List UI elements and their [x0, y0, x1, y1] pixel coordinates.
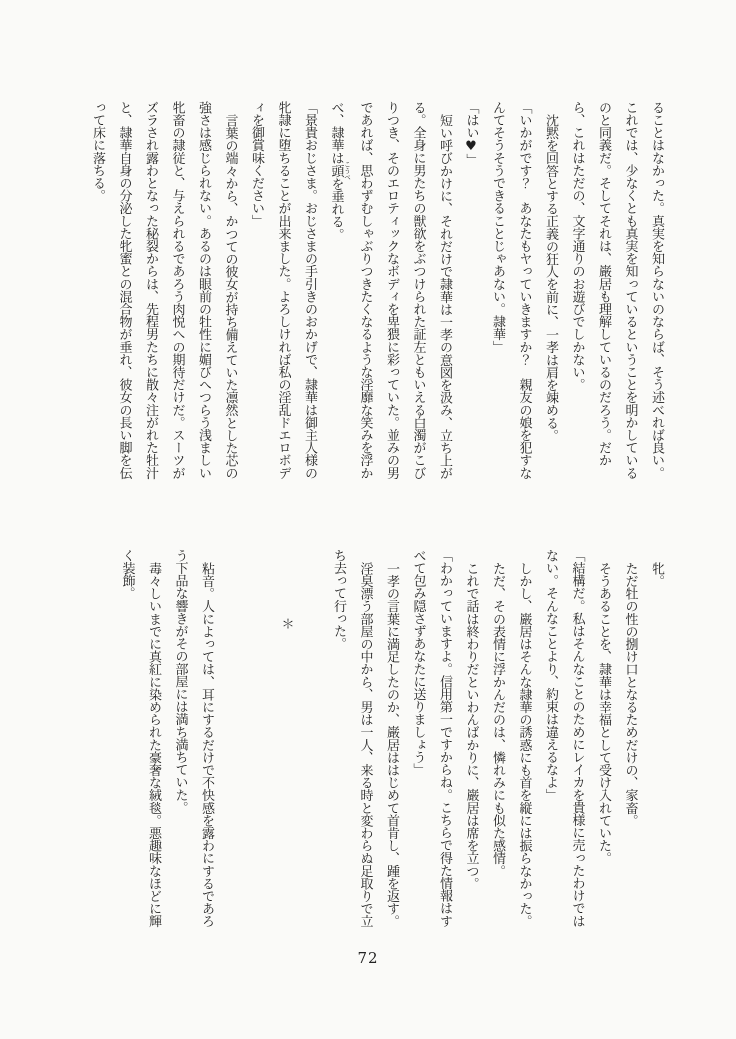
- text-block-bottom: [113, 549, 669, 941]
- text-line: べ、隷華は頭 こうべを垂れる。: [328, 101, 351, 241]
- text-line: そうあることを、隷華は幸福として受け入れていた。: [596, 562, 611, 865]
- text-line: のと同義だ。そしてそれは、巌居も理解しているのだろう。だか: [596, 101, 611, 467]
- text-line: ィを御賞味ください」: [249, 101, 264, 228]
- text-line: ら、これはただの、文字通りのお遊びでしかない。: [569, 101, 585, 391]
- text-line: 言葉の端々から、かつての彼女が持ち備えていた凛然とした芯の: [222, 114, 238, 480]
- text-line: ただ、その表情に浮かんだのは、憐れみにも似た感情。: [490, 562, 505, 878]
- text-line: これで話は終わりだといわんばかりに、巌居は席を立つ。: [463, 562, 479, 890]
- text-line: であれば、思わずむしゃぶりつきたくなるような淫靡な笑みを浮か: [357, 101, 373, 480]
- text-line: 牝。: [649, 562, 664, 588]
- text-line: 毒々しいまでに真紅に染められた豪奢な絨毯。悪趣味なほどに輝: [146, 562, 161, 928]
- text-line: ズラされ露わとなった秘裂からは、先程男たちに散々注がれた牡汁: [143, 101, 158, 480]
- text-line: ない。そんなことより、約束は違えるなよ」: [543, 549, 558, 802]
- text-line: 粘音。人によっては、耳にするだけで不快感を露わにするであろ: [199, 562, 214, 928]
- text-line: 牝畜の隷従と、与えられるであろう肉悦への期待だけだ。スーツが: [169, 101, 185, 480]
- text-line: 「はい♥」: [463, 101, 479, 167]
- furigana-ruby: 頭 こうべ: [328, 161, 351, 181]
- text-line: 「わかっていますよ。信用第一ですからね。こちらで得た情報はす: [437, 549, 452, 928]
- text-line: 「景貴おじさま。おじさまの手引きのおかげで、隷華は御主人様の: [302, 101, 317, 480]
- text-line: これでは、少なくとも真実を知っているということを明かしている: [622, 101, 638, 480]
- text-block-top: [84, 101, 670, 499]
- text-line: る。全身に男たちの獣欲をぶつけられた証左ともいえる白濁がこび: [410, 101, 426, 480]
- text-line: と、隷華自身の分泌した牝蜜との混合物が垂れ、彼女の長い脚を伝: [116, 101, 132, 480]
- text-line: しかし、巌居はそんな隷華の誘惑にも首を縦には振らなかった。: [516, 562, 532, 928]
- text-line: 牝隷に堕ちることが出来ました。よろしければ私の淫乱ドエロボデ: [275, 101, 291, 480]
- page-number: 72: [357, 949, 379, 967]
- text-line: りつき、そのエロティックなボディを卑猥に彩っていた。並みの男: [384, 101, 399, 480]
- text-line: 一孝の言葉に満足したのか、巌居ははじめて首肯し、踵を返す。: [384, 562, 399, 928]
- text-line: 淫臭漂う部屋の中から、男は一人、来る時と変わらぬ足取りで立: [357, 562, 373, 928]
- text-line: う下品な響きがその部屋には満ち満ちていた。: [172, 549, 188, 814]
- text-line: べて包み隠さずあなたに送りましょう」: [410, 549, 426, 776]
- text-line: 「いかがです？ あなたもヤっていきますか？ 親友の娘を犯すな: [516, 101, 532, 480]
- text-line: ることはなかった。真実を知らないのならば、そう述べれば良い。: [649, 101, 664, 480]
- text-line: 短い呼びかけに、それだけで隷華は一孝の意図を汲み、立ち上が: [437, 114, 452, 480]
- text-line: く装飾。: [119, 549, 135, 600]
- text-line: って床に落ちる。: [90, 101, 105, 202]
- text-line: ただ牡の性の捌け口となるためだけの、家畜。: [622, 562, 638, 827]
- scene-break-mark: ＊: [278, 617, 294, 630]
- text-line: ち去って行った。: [331, 549, 346, 650]
- text-line: 「結構だ。私はそんなことのためにレイカを貴様に売ったわけでは: [569, 549, 585, 928]
- text-line: んてそうそうできることじゃあない。隷華」: [490, 101, 505, 354]
- text-line: 沈黙を回答とする正義の狂人を前に、一孝は肩を竦める。: [543, 114, 558, 442]
- text-line: 強さは感じられない。あるのは眼前の牡性に媚びへつらう浅ましい: [196, 101, 211, 480]
